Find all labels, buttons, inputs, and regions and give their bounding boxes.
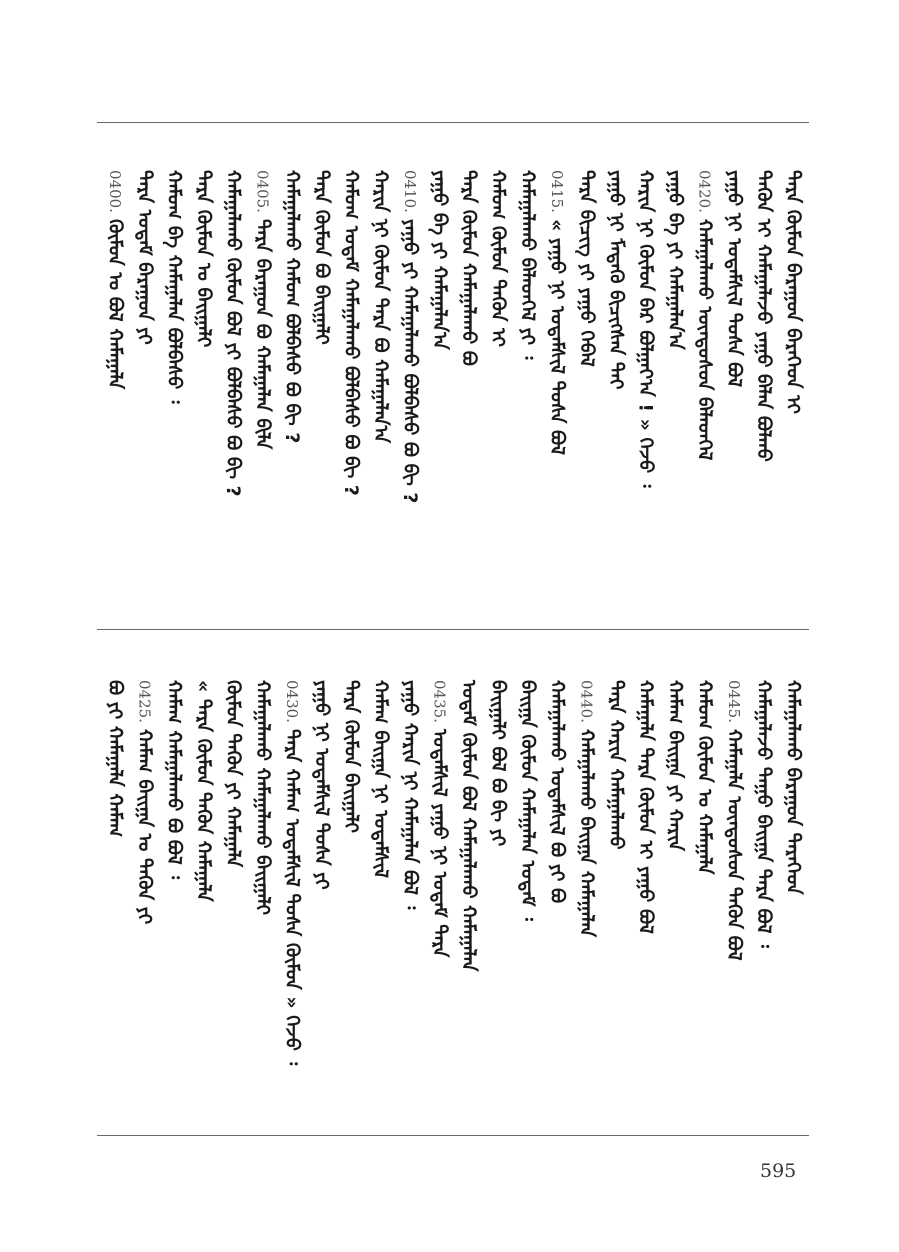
verse-line — [517, 680, 539, 921]
line-number: 0425. — [135, 680, 154, 723]
verse-text: ᠬᠠᠮᠤᠭ ᠬᠦᠮᠦᠨ ᠲᠡᠭᠦᠨ ᠢ — [487, 170, 510, 347]
bottom-text-block — [0, 680, 899, 1100]
verse-text: ᠬᠠᠮᠤᠭ ᠬᠦᠮᠦᠨ ᠤ ᠬᠠᠮᠠᠭᠠᠯᠠ — [693, 680, 716, 875]
verse-line — [753, 170, 775, 462]
line-number: 0420. — [695, 170, 714, 213]
verse-line — [369, 680, 391, 878]
verse-text: ᠤᠳᠠᠮᠰᠢᠯ ᠶᠠᠭᠤ ᠨᠢ ᠤᠳᠠᠮ ᠲᠡᠷᠡ — [428, 728, 451, 958]
verse-line — [605, 680, 627, 850]
line-number: 0440. — [577, 680, 596, 723]
verse-text: ᠲᠡᠷᠡ ᠪᠢᠴᠢᠭ ᠶᠢ ᠶᠠᠭᠤ ᠬᠡᠪᠡᠯ — [575, 170, 598, 367]
verse-text: ᠶᠠᠭᠤ ᠨᠢ ᠮᠡᠳᠡᠬᠦ ᠪᠢᠴᠢᠭᠰᠡᠨ ᠲᠠᠢ — [605, 170, 628, 390]
verse-line — [192, 680, 214, 902]
verse-line — [399, 680, 421, 909]
verse-text: ᠲᠡᠷᠡ ᠤᠳᠠᠮ ᠪᠠᠷᠠᠭᠤᠨ ᠶᠢ — [133, 170, 156, 345]
verse-line — [222, 680, 244, 867]
verse-text: ᠬᠠᠮᠠᠭᠠᠯᠠᠬᠤ ᠬᠠᠮᠤᠭ ᠪᠣᠯᠪᠠᠰᠤ ᠪᠣ ᠪᠢ ? — [280, 170, 303, 444]
verse-line — [428, 680, 450, 957]
line-number: 0435. — [430, 680, 449, 723]
verse-text: ᠬᠠᠮᠠᠭᠠᠯᠠᠬᠤ ᠬᠠᠮᠠᠭᠠᠯᠠᠬᠤ ᠪᠠᠢᠭᠠᠯᠢ — [251, 680, 274, 916]
verse-text: ᠲᠡᠷᠡ ᠬᠠᠷᠢᠨ ᠬᠠᠮᠠᠭᠠᠯᠠᠬᠤ — [605, 680, 628, 850]
verse-line — [694, 170, 716, 460]
verse-line — [753, 680, 775, 948]
verse-text: ᠶᠠᠭᠤ ᠬᠠᠷᠢᠨ ᠨᠢ ᠬᠠᠮᠠᠭᠠᠯᠠᠨ ᠪᠣᠯ ᠄ — [398, 680, 421, 910]
verse-text: ᠬᠠᠮᠠᠭ ᠬᠠᠮᠠᠭᠠᠯᠠᠬᠤ ᠪᠣ ᠪᠣᠯ ᠄ — [162, 680, 185, 880]
verse-line — [782, 680, 804, 895]
verse-line — [104, 170, 126, 389]
verse-line — [251, 170, 273, 449]
verse-line — [635, 680, 657, 934]
verse-line — [723, 170, 745, 387]
verse-line — [458, 680, 480, 971]
verse-line — [369, 170, 391, 443]
verse-line — [664, 170, 686, 350]
verse-line — [546, 680, 568, 903]
verse-line — [576, 680, 598, 937]
verse-line — [723, 680, 745, 961]
verse-text: « ᠶᠠᠭᠤ ᠨᠢ ᠤᠳᠠᠮᠰᠢᠯ ᠲᠤᠰᠠ ᠪᠣᠯ — [546, 218, 569, 456]
verse-text: ᠶᠠᠭᠤ ᠨᠢ ᠤᠳᠠᠮᠰᠢᠯ ᠲᠤᠰᠠ ᠪᠣᠯ — [723, 170, 746, 388]
verse-line — [340, 170, 362, 496]
verse-line — [163, 680, 185, 879]
line-number: 0445. — [725, 680, 744, 723]
bottom-rule — [97, 1135, 809, 1136]
verse-line — [487, 170, 509, 347]
verse-line — [635, 170, 657, 488]
verse-text: ᠲᠡᠷᠡ ᠬᠠᠮᠠᠭ ᠤᠳᠠᠮᠰᠢᠯ ᠲᠤᠰᠠ ᠬᠦᠮᠦᠨ » ᠭᠡᠵᠦ ᠄ — [280, 728, 303, 1066]
page-number: 595 — [760, 1160, 797, 1182]
verse-line — [576, 170, 598, 367]
verse-text: ᠬᠦᠮᠦᠨ ᠲᠡᠭᠦᠨ ᠶᠢ ᠬᠠᠮᠠᠭᠠᠯᠠ — [221, 680, 244, 868]
line-number: 0415. — [548, 170, 567, 213]
verse-line — [664, 680, 686, 851]
verse-line — [517, 170, 539, 359]
verse-text: ᠬᠠᠮᠠᠭ ᠪᠠᠢᠭᠠ ᠤ ᠲᠡᠭᠦᠨ ᠶᠢ — [133, 728, 156, 925]
verse-line — [340, 680, 362, 833]
verse-text: ᠲᠡᠭᠦᠨ ᠢ ᠬᠠᠮᠠᠭᠠᠯᠠᠵᠤ ᠶᠠᠭᠤ ᠪᠡᠯᠡᠨ ᠪᠣᠯᠬᠤ — [752, 170, 775, 462]
line-number: 0410. — [400, 170, 419, 213]
verse-text: ᠬᠠᠮᠠᠭᠠᠯᠠᠬᠤ ᠤᠳᠠᠮᠰᠢᠯ ᠪᠣ ᠶᠢ ᠪᠣ — [546, 680, 569, 904]
verse-text: ᠬᠠᠮᠠᠭᠠᠯᠠᠬᠤ ᠪᠠᠷᠠᠭᠤᠨ ᠲᠡᠷᠡᠭᠡᠳ — [782, 680, 804, 895]
verse-text: ᠬᠠᠮᠠᠭᠠᠯᠠᠬᠤ ᠪᠠᠢᠭᠠ ᠬᠠᠮᠠᠭᠠᠯᠠᠨ — [575, 728, 598, 938]
verse-text: ᠬᠦᠮᠦᠨ ᠤ ᠪᠣᠯ ᠬᠠᠮᠠᠭᠠᠯᠠ — [104, 218, 126, 390]
verse-line — [310, 170, 332, 345]
verse-line — [104, 680, 126, 837]
verse-line — [222, 170, 244, 497]
verse-text: ᠲᠡᠷᠡ ᠬᠦᠮᠦᠨ ᠤ ᠪᠠᠢᠭᠠᠯᠢ — [192, 170, 215, 348]
verse-text: ᠪᠠᠢᠭᠠ ᠬᠦᠮᠦᠨ ᠬᠠᠮᠠᠭᠠᠯᠠᠨ ᠤᠳᠠᠮ ᠄ — [516, 680, 539, 921]
verse-text: ᠶᠠᠭᠤ ᠨᠢ ᠤᠳᠠᠮᠰᠢᠯ ᠲᠤᠰᠠ ᠶᠢ — [310, 680, 333, 890]
verse-text: ᠤᠳᠠᠮ ᠬᠦᠮᠦᠨ ᠪᠣᠯ ᠬᠠᠮᠠᠭᠠᠯᠠᠬᠤ ᠬᠠᠮᠠᠭᠠᠯᠠᠨ — [457, 680, 480, 972]
verse-line — [546, 170, 568, 455]
verse-line — [163, 170, 185, 404]
verse-line — [428, 170, 450, 350]
verse-line — [281, 170, 303, 443]
verse-line — [487, 680, 509, 846]
verse-line — [782, 170, 804, 414]
verse-line — [605, 170, 627, 390]
verse-text: ᠲᠡᠷᠡ ᠬᠦᠮᠦᠨ ᠪᠠᠷᠠᠭᠤᠨ ᠪᠡᠷᠡᠭᠡᠳ ᠢ — [782, 170, 804, 414]
top-rule — [97, 122, 809, 123]
verse-line — [192, 170, 214, 347]
verse-text: ᠶᠠᠭᠤ ᠪᠠ ᠶᠢ ᠬᠠᠮᠠᠭᠠᠯᠠᠨ᠎ᠠ — [428, 170, 451, 350]
top-text-block — [0, 170, 899, 610]
verse-line — [133, 680, 155, 924]
verse-text: ᠬᠠᠷᠢᠨ ᠨᠢ ᠬᠦᠮᠦᠨ ᠪᠠᠷ ᠪᠣᠯᠭᠠᠶ᠎ᠠ ! » ᠭᠡᠵᠦ ᠄ — [634, 170, 657, 488]
verse-text: ᠶᠠᠭᠤ ᠶᠢ ᠬᠠᠮᠠᠭᠠᠯᠠᠬᠤ ᠪᠣᠯᠪᠠᠰᠤ ᠪᠣ ᠪᠢ ? — [398, 218, 421, 504]
verse-text: ᠪᠠᠢᠭᠠᠯᠢ ᠪᠣᠯ ᠪᠣ ᠪᠢ ᠶᠢ — [487, 680, 510, 847]
verse-line — [133, 170, 155, 345]
verse-text: ᠬᠠᠮᠠᠭ ᠪᠠᠢᠭᠠ ᠶᠢ ᠬᠠᠷᠢᠨ — [664, 680, 687, 852]
verse-text: ᠬᠠᠮᠠᠭ ᠪᠠᠢᠭᠠ ᠨᠢ ᠤᠳᠠᠮᠰᠢᠯ — [369, 680, 392, 879]
verse-text: ᠬᠠᠮᠠᠭᠠᠯᠠᠬᠤ ᠦᠨᠳᠦᠰᠦᠨ ᠪᠡᠯᠡᠳᠬᠡᠯ — [693, 218, 716, 461]
verse-text: « ᠲᠡᠷᠡ ᠬᠦᠮᠦᠨ ᠲᠡᠭᠦᠨ ᠬᠠᠮᠠᠭᠠᠯᠠ — [192, 680, 215, 902]
verse-text: ᠬᠠᠮᠤᠭ ᠪᠠ ᠬᠠᠮᠠᠭᠠᠯᠠᠨ ᠪᠣᠯᠪᠠᠰᠤ ᠄ — [162, 170, 185, 404]
verse-line — [694, 680, 716, 874]
verse-text: ᠬᠠᠮᠤᠭ ᠤᠳᠠᠮ ᠬᠠᠮᠠᠭᠠᠯᠠᠬᠤ ᠪᠣᠯᠪᠠᠰᠤ ᠪᠣ ᠪᠢ ? — [339, 170, 362, 496]
verse-text: ᠶᠠᠭᠤ ᠪᠠ ᠶᠢ ᠬᠠᠮᠠᠭᠠᠯᠠᠨ᠎ᠠ — [664, 170, 687, 350]
verse-text: ᠲᠡᠷᠡ ᠪᠠᠷᠠᠭᠤᠨ ᠪᠣ ᠬᠠᠮᠠᠭᠠᠯᠠᠨ ᠪᠢᠯᠡ — [251, 218, 274, 450]
verse-line — [310, 680, 332, 890]
verse-text: ᠲᠡᠷᠡ ᠬᠦᠮᠦᠨ ᠪᠠᠢᠭᠠᠯᠢ — [339, 680, 362, 834]
verse-line — [281, 680, 303, 1065]
verse-text: ᠬᠠᠮᠠᠭᠠᠯᠠ ᠦᠨᠳᠦᠰᠦᠨ ᠲᠡᠭᠦᠨ ᠪᠣᠯ — [723, 728, 746, 961]
verse-text: ᠲᠡᠷᠡ ᠬᠦᠮᠦᠨ ᠪᠣ ᠪᠠᠢᠭᠠᠯᠢ — [310, 170, 333, 345]
verse-text: ᠬᠠᠮᠠᠭᠠᠯᠠᠬᠤ ᠪᠡᠯᠡᠳᠬᠡᠯ ᠶᠢ ᠄ — [516, 170, 539, 360]
line-number: 0400. — [106, 170, 124, 213]
verse-text: ᠬᠠᠮᠠᠭᠠᠯᠠᠵᠤ ᠳᠠᠭᠤ ᠪᠠᠢᠭᠠ ᠲᠡᠷᠡ ᠪᠣᠯ ᠄ — [752, 680, 775, 948]
verse-text: ᠬᠠᠮᠠᠭᠠᠯᠠ ᠲᠡᠷᠡ ᠬᠦᠮᠦᠨ ᠢ ᠶᠠᠭᠤ ᠪᠣᠯ — [634, 680, 657, 934]
verse-line — [399, 170, 421, 503]
verse-text: ᠬᠠᠮᠠᠭᠠᠯᠠᠬᠤ ᠬᠦᠮᠦᠨ ᠪᠣᠯ ᠶᠢ ᠪᠣᠯᠪᠠᠰᠤ ᠪᠣ ᠪᠢ ? — [221, 170, 244, 497]
verse-line — [251, 680, 273, 915]
line-number: 0405. — [253, 170, 272, 213]
verse-text: ᠬᠠᠷᠢᠨ ᠨᠢ ᠬᠦᠮᠦᠨ ᠲᠡᠷᠡ ᠪᠣ ᠬᠠᠮᠠᠭᠠᠯᠠᠨ᠎ᠠ — [369, 170, 392, 444]
verse-line — [458, 170, 480, 366]
verse-text: ᠲᠡᠷᠡ ᠬᠦᠮᠦᠨ ᠬᠠᠮᠠᠭᠠᠯᠠᠬᠤ ᠪᠣ — [457, 170, 480, 366]
middle-rule — [97, 629, 809, 630]
verse-text: ᠪᠣ ᠶᠢ ᠬᠠᠮᠠᠭᠠᠯᠠ ᠬᠠᠮᠠᠭ — [104, 680, 126, 838]
line-number: 0430. — [282, 680, 301, 723]
